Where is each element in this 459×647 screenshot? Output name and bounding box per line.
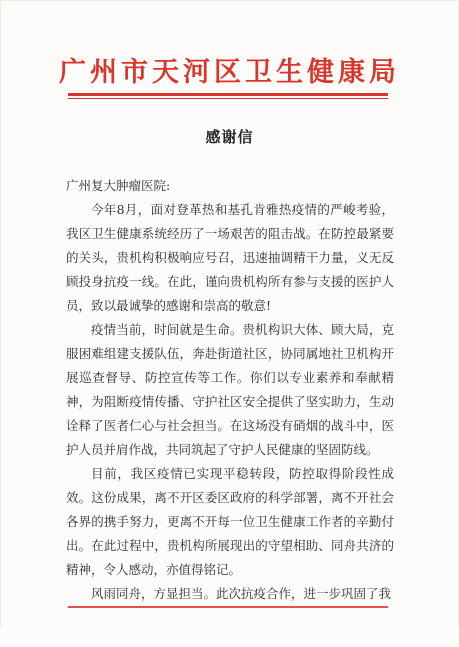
- letter-salutation: 广州复大肿瘤医院:: [66, 178, 171, 193]
- letter-paragraph-4: 风雨同舟，方显担当。此次抗疫合作，进一步巩固了我: [91, 586, 392, 601]
- letterhead-rule-thin: [68, 98, 388, 99]
- letter-paragraph-1: 今年8月，面对登革热和基孔肯雅热疫情的严峻考验，我区卫生健康系统经历了一场艰苦的阻击战。在防控最紧要的关头，贵机构积极响应号召，迅速抽调精干力量，义无反顾投身抗疫一线。在此，谨向贵机构所有参与支援的医护人员，致以最诚挚的感谢和崇高的敬意!: [66, 202, 394, 313]
- letter-title: 感谢信: [205, 128, 254, 146]
- page-bottom-margin: [0, 627, 459, 647]
- footer-red-rule: [68, 606, 388, 608]
- letterhead-org-name: 广州市天河区卫生健康局: [59, 57, 400, 88]
- letterhead-rule-thick: [68, 93, 388, 96]
- letter-paragraph-3: 目前，我区疫情已实现平稳转段，防控取得阶段性成效。这份成果，离不开区委区政府的科学部署，离不开社会各界的携手努力，更离不开每一位卫生健康工作者的辛勤付出。在此过程中，贵机构所展现出的守望相助、同舟共济的精神，令人感动，亦值得铭记。: [66, 466, 394, 577]
- letter-body: [66, 198, 394, 606]
- letter-paragraph-2: 疫情当前，时间就是生命。贵机构识大体、顾大局，克服困难组建支援队伍，奔赴街道社区，协同属地社卫机构开展巡查督导、防控宣传等工作。你们以专业素养和奉献精神，为阻断疫情传播、守护社区安全提供了坚实助力，生动诠释了医者仁心与社会担当。在这场没有硝烟的战斗中，医护人员并肩作战，共同筑起了守护人民健康的坚固防线。: [66, 322, 394, 457]
